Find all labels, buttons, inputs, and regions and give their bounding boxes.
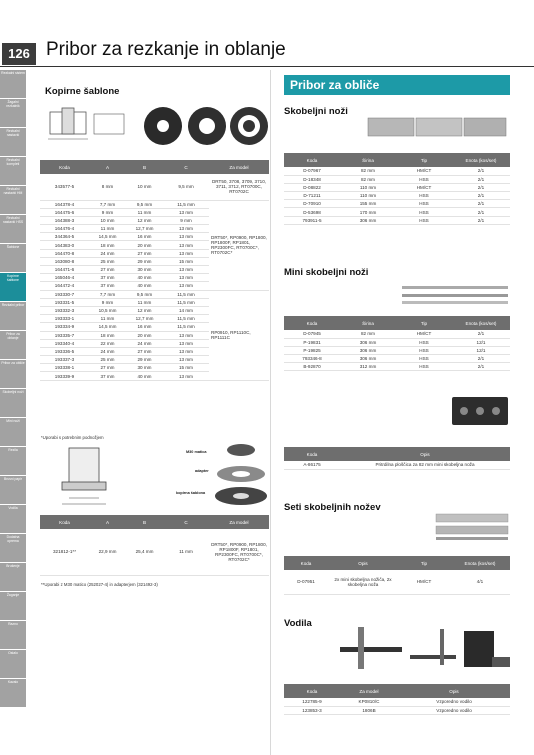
table-cell: P-19831	[284, 338, 340, 346]
table-cell: HSS	[396, 363, 452, 371]
table-cell: 9 mm	[89, 298, 126, 306]
table-seti	[284, 556, 510, 595]
table-cell: 164475-6	[40, 208, 89, 216]
template-photos	[142, 105, 272, 149]
table-cell: 11 mm	[126, 208, 163, 216]
table-cell: 13 mm	[163, 233, 209, 241]
page-number: 126	[2, 43, 36, 65]
table-cell: 15 mm	[163, 364, 209, 372]
sidebar-tab: Pribor za obliče	[0, 360, 26, 388]
table-cell: 110 mm	[340, 192, 396, 200]
col-header: Širina	[340, 153, 396, 167]
table-cell: HSS	[396, 216, 452, 224]
table-cell: 2/1	[452, 167, 510, 175]
col-header: Koda	[284, 556, 328, 570]
table-cell: 11,5 mm	[163, 290, 209, 298]
col-header: Za model	[209, 515, 269, 529]
table-cell: 7,7 mm	[89, 290, 126, 298]
table-cell: 164378-4	[40, 200, 89, 208]
table-cell: 193337-3	[40, 356, 89, 364]
label-template: kopirna šablona	[176, 491, 206, 495]
table-cell: 9,5 mm	[126, 200, 163, 208]
table-cell: 13 mm	[163, 372, 209, 380]
table-cell: 2/1	[452, 363, 510, 371]
sidebar-tab: Rezkalni kompleti	[0, 157, 26, 185]
table-row	[284, 167, 510, 175]
table-cell: 10,5 mm	[89, 306, 126, 314]
col-header: Enota (kos/set)	[452, 153, 510, 167]
table-row	[284, 175, 510, 183]
table-cell: 2/1	[452, 330, 510, 338]
table-cell: 82 mm	[340, 330, 396, 338]
table-cell: 2/1	[452, 183, 510, 191]
table-cell: 12,7 mm	[126, 315, 163, 323]
sidebar-tab: Brušenje	[0, 563, 26, 591]
table-cell: 29 mm	[126, 257, 163, 265]
table-cell: 40 mm	[126, 282, 163, 290]
table-cell: 2x mini skobeljna nožiča, 2x skobeljna noža	[328, 570, 398, 594]
table-cell: 9,5 mm	[126, 290, 163, 298]
table-cell: 306 mm	[340, 346, 396, 354]
header-rule	[0, 66, 534, 67]
table-row	[284, 200, 510, 208]
sidebar-tab: Žagalni rezkalnik	[0, 99, 26, 127]
sidebar-tab: Kazalo	[0, 679, 26, 707]
table-cell: 193336-5	[40, 347, 89, 355]
table-cell: DRT50*, RP0900, RP1800, RP1800F, RP1801, RP2300FC, RT0700C*, RT0702C*	[209, 529, 269, 575]
template-drawing	[44, 106, 130, 144]
table-cell: 193340-4	[40, 339, 89, 347]
table-cell: 9,5 mm	[163, 174, 209, 200]
table-cell: 163080-8	[40, 257, 89, 265]
table-cell: 11,5 mm	[163, 323, 209, 331]
col-header: Koda	[284, 447, 340, 461]
table-cell: HSS	[396, 346, 452, 354]
table-cell: 193339-9	[40, 372, 89, 380]
table-cell: 344364-5	[40, 233, 89, 241]
table-cell: 1806B	[340, 706, 398, 714]
mini-blades-photo	[400, 283, 510, 307]
sidebar-tab: Rezkalni nastavki HM	[0, 186, 26, 214]
table-cell: 4/1	[450, 570, 510, 594]
table-cell: 164383-0	[40, 241, 89, 249]
table-cell: 24 mm	[89, 249, 126, 257]
table-cell: 193338-1	[40, 364, 89, 372]
page-title: Pribor za rezkanje in oblanje	[46, 39, 286, 60]
table-cell: 9 mm	[163, 216, 209, 224]
col-header: Koda	[284, 316, 340, 330]
table-cell: 14,5 mm	[89, 233, 126, 241]
table-cell: 11 mm	[163, 529, 209, 575]
table-cell: 9 mm	[89, 208, 126, 216]
col-header: Širina	[340, 316, 396, 330]
table-cell: 193331-5	[40, 298, 89, 306]
table-cell: A-86175	[284, 461, 340, 469]
table-cell: 2/1	[452, 175, 510, 183]
table-cell: D-53698	[284, 208, 340, 216]
table-cell: 82 mm	[340, 167, 396, 175]
blade-set-photo	[434, 510, 510, 546]
heading-mini-noz: Mini skobeljni noži	[284, 267, 369, 278]
table-cell: Pritrdilna ploščica za 82 mm mini skobeljna noža	[340, 461, 510, 469]
table-cell: HSS	[396, 338, 452, 346]
table-cell: 193330-7	[40, 290, 89, 298]
table-cell: 164476-4	[40, 225, 89, 233]
table-cell: 27 mm	[126, 347, 163, 355]
sidebar-tab: Dodatna oprema	[0, 534, 26, 562]
table-cell: 16 mm	[126, 323, 163, 331]
table-cell: 24 mm	[89, 347, 126, 355]
table-cell: HSS	[396, 208, 452, 216]
col-header: Opis	[340, 447, 510, 461]
table-cell: 40 mm	[126, 372, 163, 380]
table-cell: 15 mm	[163, 257, 209, 265]
sidebar-tab: Pribor za oblanje	[0, 331, 26, 359]
table-cell: 24 mm	[126, 339, 163, 347]
table-cell: 18 mm	[89, 241, 126, 249]
col-header: C	[163, 515, 209, 529]
table-row	[284, 363, 510, 371]
table-cell: 164471-6	[40, 266, 89, 274]
sidebar-tab: Žaganje	[0, 592, 26, 620]
table-cell: 25 mm	[89, 356, 126, 364]
table-cell: 110 mm	[340, 183, 396, 191]
table-cell: 793346-8	[284, 355, 340, 363]
table-cell: 27 mm	[89, 266, 126, 274]
table-cell: HM/CT	[398, 570, 450, 594]
adapter-photo	[213, 438, 269, 510]
table-row	[284, 355, 510, 363]
table-row	[284, 208, 510, 216]
table-cell: 122785-9	[284, 698, 340, 706]
sidebar-tab: Rezkalni sistem	[0, 70, 26, 98]
section-heading-kopirne-sablone: Kopirne šablone	[45, 86, 120, 97]
table-cell: HM/CT	[396, 330, 452, 338]
col-header: A	[89, 160, 126, 174]
table-cell: 312 mm	[340, 363, 396, 371]
table-row	[284, 346, 510, 354]
sidebar-tab: Rezkalni pribor	[0, 302, 26, 330]
sidebar-tab: Rezkalni nastavki HSS	[0, 215, 26, 243]
table-row	[40, 174, 269, 200]
table-cell: 12/1	[452, 338, 510, 346]
table-cell: 11 mm	[89, 225, 126, 233]
table-cell: HM/CT	[396, 183, 452, 191]
table-cell: 82 mm	[340, 175, 396, 183]
table-row	[284, 330, 510, 338]
table-cell: DRT50*, RP0900, RP1800, RP1800F, RP1801, RP2300FC, RT0700C*, RT0702C*	[209, 200, 269, 290]
table-cell: DRT50, 3708, 3709, 3710, 3711, 3712, RT0700C, RT0702C	[209, 174, 269, 200]
table-adapter-sablona	[40, 515, 269, 576]
sidebar-tab: Rezila	[0, 447, 26, 475]
table-plate	[284, 447, 510, 470]
table-cell: 13 mm	[163, 347, 209, 355]
col-header: Opis	[328, 556, 398, 570]
bushing-drawing	[44, 440, 124, 510]
col-header: Koda	[40, 160, 89, 174]
table-row	[284, 183, 510, 191]
guides-photo	[336, 621, 512, 675]
table-cell: 8 mm	[89, 174, 126, 200]
sidebar-tab: Vodila	[0, 505, 26, 533]
page-header	[0, 0, 534, 68]
table-cell: 123853-3	[284, 706, 340, 714]
plate-photo	[450, 393, 510, 429]
blades-photo	[366, 114, 508, 142]
sidebar-tab: Kopirne šablone	[0, 273, 26, 301]
table-cell: 11,5 mm	[163, 315, 209, 323]
footnote-2: **Uporabi z M30 matico (252027-4) in adapterjem (321492-3)	[41, 582, 158, 587]
table-cell: 155 mm	[340, 200, 396, 208]
heading-skobeljni-noz: Skobeljni noži	[284, 106, 348, 117]
table-cell: 164470-8	[40, 249, 89, 257]
table-row	[40, 529, 269, 575]
table-cell: 13 mm	[163, 241, 209, 249]
heading-vodila: Vodila	[284, 618, 312, 629]
col-header: Koda	[284, 153, 340, 167]
col-header: Opis	[398, 684, 510, 698]
table-kopirne-sablone	[40, 160, 269, 381]
table-cell: 13 mm	[163, 331, 209, 339]
table-row	[40, 290, 269, 298]
table-cell: HSS	[396, 175, 452, 183]
table-skobeljni-noz	[284, 153, 510, 225]
table-cell: 13 mm	[163, 274, 209, 282]
table-cell: 11,5 mm	[163, 298, 209, 306]
table-vodila	[284, 684, 510, 715]
table-cell: 37 mm	[89, 274, 126, 282]
table-cell: RP0910, RP1110C, RP1111C	[209, 290, 269, 380]
table-row	[284, 338, 510, 346]
col-header: Enota (kos/set)	[452, 316, 510, 330]
table-cell: B-92870	[284, 363, 340, 371]
table-cell: 193335-7	[40, 331, 89, 339]
table-cell: 18 mm	[89, 331, 126, 339]
table-cell: 12/1	[452, 346, 510, 354]
table-cell: 2/1	[452, 192, 510, 200]
column-divider	[270, 70, 271, 755]
table-cell: D-07951	[284, 570, 328, 594]
table-cell: 164472-4	[40, 282, 89, 290]
table-cell: 13 mm	[163, 225, 209, 233]
table-cell: 10 mm	[126, 174, 163, 200]
table-cell: 11 mm	[89, 315, 126, 323]
col-header: Koda	[40, 515, 89, 529]
col-header: B	[126, 160, 163, 174]
table-cell: 29 mm	[126, 356, 163, 364]
label-m30-nut: M30 matica	[186, 450, 207, 454]
sidebar-tab: Šablone	[0, 244, 26, 272]
table-cell: 2/1	[452, 208, 510, 216]
table-cell: 13 mm	[163, 282, 209, 290]
table-cell: 13 mm	[163, 266, 209, 274]
table-cell: 30 mm	[126, 364, 163, 372]
table-cell: 193333-1	[40, 315, 89, 323]
table-cell: 13 mm	[163, 249, 209, 257]
table-cell: 193334-9	[40, 323, 89, 331]
table-cell: 12 mm	[126, 216, 163, 224]
sidebar-tab: Ostalo	[0, 650, 26, 678]
table-cell: 25,4 mm	[126, 529, 163, 575]
table-mini-noz	[284, 316, 510, 371]
table-cell: HSS	[396, 192, 452, 200]
table-cell: 343577-5	[40, 174, 89, 200]
table-cell: 14 mm	[163, 306, 209, 314]
table-cell: P-19825	[284, 346, 340, 354]
label-adapter: adapter	[195, 469, 209, 473]
table-cell: D-70910	[284, 200, 340, 208]
table-cell: 12,7 mm	[126, 225, 163, 233]
col-header: Koda	[284, 684, 340, 698]
table-cell: 27 mm	[89, 364, 126, 372]
col-header: B	[126, 515, 163, 529]
table-cell: D-18348	[284, 175, 340, 183]
col-header: C	[163, 160, 209, 174]
table-row	[284, 698, 510, 706]
table-cell: HSS	[396, 200, 452, 208]
table-cell: 13 mm	[163, 356, 209, 364]
table-cell: 306 mm	[340, 216, 396, 224]
table-cell: 40 mm	[126, 274, 163, 282]
table-cell: 25 mm	[89, 257, 126, 265]
table-cell: D-08822	[284, 183, 340, 191]
table-cell: 193332-3	[40, 306, 89, 314]
table-cell: 27 mm	[126, 249, 163, 257]
sidebar-tab: Brusni papir	[0, 476, 26, 504]
table-cell: Vzporedno vodilo	[398, 706, 510, 714]
table-cell: 7,7 mm	[89, 200, 126, 208]
table-cell: 14,5 mm	[89, 323, 126, 331]
table-cell: 793911-5	[284, 216, 340, 224]
col-header: Za model	[340, 684, 398, 698]
col-header: Tip	[396, 153, 452, 167]
table-cell: 11 mm	[126, 298, 163, 306]
heading-seti: Seti skobeljnih nožev	[284, 502, 381, 513]
table-row	[40, 200, 269, 208]
table-cell: 22,9 mm	[89, 529, 126, 575]
table-cell: 2/1	[452, 200, 510, 208]
col-header: Enota (kos/set)	[450, 556, 510, 570]
table-cell: 306 mm	[340, 338, 396, 346]
table-cell: 37 mm	[89, 372, 126, 380]
table-row	[284, 216, 510, 224]
table-cell: 37 mm	[89, 282, 126, 290]
table-cell: 170 mm	[340, 208, 396, 216]
col-header: Za model	[209, 160, 269, 174]
table-cell: 13 mm	[163, 208, 209, 216]
col-header: Tip	[398, 556, 450, 570]
table-cell: 11,5 mm	[163, 200, 209, 208]
table-cell: Vzporedno vodilo	[398, 698, 510, 706]
table-cell: D-07945	[284, 330, 340, 338]
table-cell: 12 mm	[126, 306, 163, 314]
section-banner: Pribor za obliče	[284, 75, 510, 95]
sidebar-tab: Rezkalni nastavki	[0, 128, 26, 156]
table-cell: 20 mm	[126, 241, 163, 249]
table-cell: 165046-4	[40, 274, 89, 282]
table-cell: HM/CT	[396, 167, 452, 175]
table-cell: 20 mm	[126, 331, 163, 339]
footnote-1: *Uporabi s potrebnim podnožjem	[41, 435, 104, 440]
table-cell: 2/1	[452, 355, 510, 363]
table-cell: 321812-1**	[40, 529, 89, 575]
table-cell: HSS	[396, 355, 452, 363]
sidebar-tab: Mini noži	[0, 418, 26, 446]
table-cell: 306 mm	[340, 355, 396, 363]
sidebar-index	[0, 70, 26, 708]
table-cell: 164388-3	[40, 216, 89, 224]
table-cell: 2/1	[452, 216, 510, 224]
table-cell: 22 mm	[89, 339, 126, 347]
table-row	[284, 461, 510, 469]
table-cell: 10 mm	[89, 216, 126, 224]
table-row	[284, 570, 510, 594]
col-header: Tip	[396, 316, 452, 330]
table-cell: 16 mm	[126, 233, 163, 241]
sidebar-tab: Skobeljni noži	[0, 389, 26, 417]
table-cell: 13 mm	[163, 339, 209, 347]
table-cell: D-07967	[284, 167, 340, 175]
sidebar-tab: Razno	[0, 621, 26, 649]
table-cell: 30 mm	[126, 266, 163, 274]
table-row	[284, 192, 510, 200]
col-header: A	[89, 515, 126, 529]
table-cell: KP0810/C	[340, 698, 398, 706]
table-row	[284, 706, 510, 714]
table-cell: D-71211	[284, 192, 340, 200]
